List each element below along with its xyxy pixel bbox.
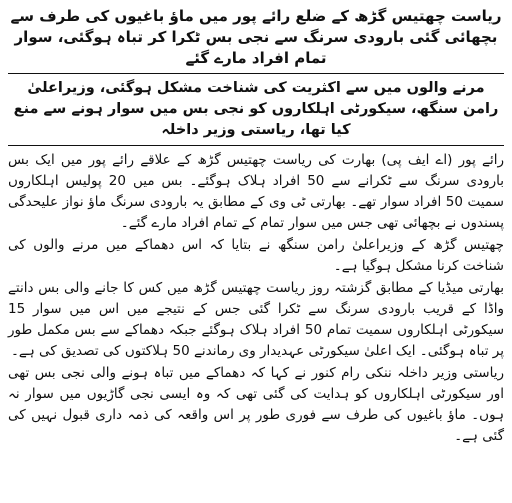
- bottom-divider: [8, 145, 504, 146]
- headline: ریاست چھتیس گڑھ کے ضلع رائے پور میں ماؤ باغیوں کی طرف سے بچھائی گئی بارودی سرنگ سے نجی بس ٹکرا کر تباہ ہوگئی، سوار تمام افراد مارے گئے: [10, 7, 502, 67]
- top-divider: [8, 73, 504, 74]
- article-body: [8, 150, 504, 447]
- paragraph-4: ریاستی وزیر داخلہ ننکی رام کنور نے کہا کہ دھماکے میں تباہ ہونے والی نجی بس تھی اور سیکورٹی اہلکاروں کو ہدایت کی گئی تھی کہ وہ ایسی نجی گاڑیوں میں سوار نہ ہوں۔ ماؤ باغیوں کی طرف سے فوری طور پر اس واقعہ کی ذمہ داری قبول نہیں کی گئی ہے۔: [8, 365, 504, 444]
- paragraph-2: چھتیس گڑھ کے وزیراعلیٰ رامن سنگھ نے بتایا کہ اس دھماکے میں مرنے والوں کی شناخت کرنا مشکل ہوگیا ہے۔: [8, 237, 504, 274]
- paragraph-3: بھارتی میڈیا کے مطابق گزشتہ روز ریاست چھتیس گڑھ میں کس کا جانے والی بس دانتے واڈا کے قریب بارودی سرنگ سے ٹکرا گئی جس کے نتیجے میں اس میں سوار 15 سیکورٹی اہلکاروں سمیت تمام 50 افراد ہلاک ہوگئے جبکہ دھماکے سے بس مکمل طور پر تباہ ہوگئی۔ ایک اعلیٰ سیکورٹی عہدیدار وی رماندنے 50 ہلاکتوں کی تصدیق کی ہے۔: [8, 280, 505, 359]
- paragraph-1: رائے پور (اے ایف پی) بھارت کی ریاست چھتیس گڑھ کے علاقے رائے پور میں ایک بس بارودی سرنگ سے ٹکرانے سے 50 افراد ہلاک ہوگئے۔ بس میں 20 پولیس اہلکاروں سمیت 50 افراد سوار تھے۔ بھارتی ٹی وی کے مطابق یہ بارودی سرنگ ماؤ نواز علیحدگی پسندوں نے بچھائی تھی جس میں سوار تمام کے تمام افراد مارے گئے۔: [8, 152, 504, 231]
- subheadline: مرنے والوں میں سے اکثریت کی شناخت مشکل ہوگئی، وزیراعلیٰ رامن سنگھ، سیکورٹی اہلکاروں کو نجی بس میں سوار ہونے سے منع کیا تھا، ریاستی وزیر داخلہ: [13, 80, 499, 138]
